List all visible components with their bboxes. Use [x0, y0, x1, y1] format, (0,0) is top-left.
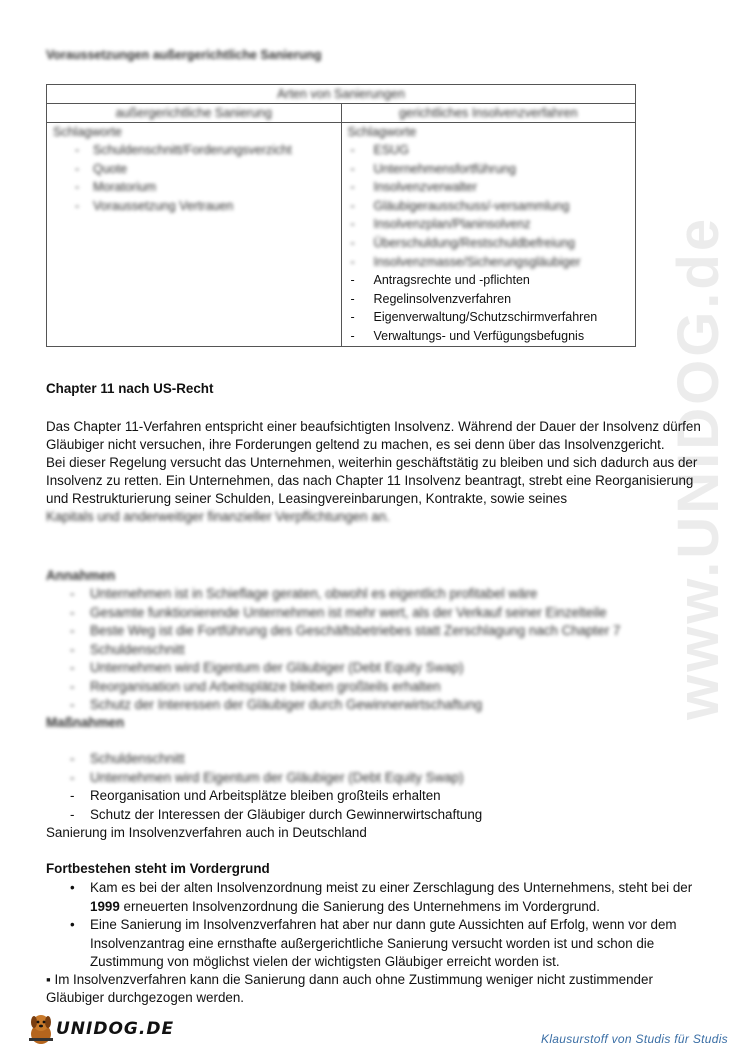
list-item: - Quote — [53, 160, 335, 179]
list-text: Kam es bei der alten Insolvenzordnung meist zu einer Zerschlagung des Unternehmens, steht bei der — [90, 880, 693, 895]
left-list — [53, 141, 335, 215]
chapter11-text — [46, 418, 706, 526]
list-item: - Unternehmen ist in Schieflage geraten, obwohl es eigentlich profitabel wäre — [46, 585, 706, 604]
list-item: - Beste Weg ist die Fortführung des Geschäftsbetriebes statt Zerschlagung nach Chapter 7 — [46, 622, 706, 641]
list-item: - Insolvenzplan/Planinsolvenz — [348, 215, 630, 234]
list-item: - Gesamte funktionierende Unternehmen ist mehr wert, als der Verkauf seiner Einzelteile — [46, 604, 706, 623]
list-item: - Schutz der Interessen der Gläubiger durch Gewinnerwirtschaftung — [46, 806, 706, 825]
list-item: - Insolvenzverwalter — [348, 178, 630, 197]
right-cell — [341, 123, 636, 347]
list-item — [46, 879, 706, 916]
right-list-blurred — [348, 141, 630, 271]
list-item: - Schuldenschnitt — [46, 750, 706, 769]
sanierung-line: Sanierung im Insolvenzverfahren auch in Deutschland — [46, 825, 367, 840]
massnahmen-list — [46, 750, 706, 824]
fortbestehen-note: ▪ Im Insolvenzverfahren kann die Sanierung dann auch ohne Zustimmung weniger nicht zustimmender Gläubiger durchgezogen werden. — [46, 972, 653, 1005]
list-item: - Unternehmen wird Eigentum der Gläubiger (Debt Equity Swap) — [46, 659, 706, 678]
paragraph: Das Chapter 11-Verfahren entspricht einer beaufsichtigten Insolvenz. Während der Dauer der Insolvenz dürfen Gläubiger nicht versuchen, ihre Forderungen geltend zu machen, es sei denn über das Insolvenzgericht. — [46, 419, 701, 452]
paragraph: Bei dieser Regelung versucht das Unternehmen, weiterhin geschäftstätig zu bleiben und sich dadurch aus der Insolvenz zu retten. Ein Unternehmen, das nach Chapter 11 Insolvenz beantragt, strebt eine Reorganisierung und Restrukturierung seiner Schulden, Leasingvereinbarungen, Kontrakte, sowie seines — [46, 455, 698, 506]
year-highlight: 1999 — [90, 898, 120, 914]
left-cell — [47, 123, 342, 347]
massnahmen-heading: Maßnahmen — [46, 715, 125, 730]
col-header-left: außergerichtliche Sanierung — [47, 104, 342, 123]
fortbestehen-list — [46, 879, 706, 972]
list-item: - ESUG — [348, 141, 630, 160]
list-item: - Eigenverwaltung/Schutzschirmverfahren — [348, 308, 630, 327]
sanierung-table — [46, 84, 636, 347]
list-item: - Regelinsolvenzverfahren — [348, 290, 630, 309]
list-item: - Verwaltungs- und Verfügungsbefugnis — [348, 327, 630, 346]
list-item: - Moratorium — [53, 178, 335, 197]
table-header: Arten von Sanierungen — [47, 85, 636, 104]
list-item: - Antragsrechte und -pflichten — [348, 271, 630, 290]
footer-slogan: Klausurstoff von Studis für Studis — [541, 1032, 728, 1046]
list-item: • Eine Sanierung im Insolvenzverfahren hat aber nur dann gute Aussichten auf Erfolg, wenn vor dem Insolvenzantrag eine ernsthafte außergerichtliche Sanierung versucht worden ist und schon die Zustimmung von möglichst vielen der wichtigsten Gläubiger erreicht worden ist. — [46, 916, 706, 972]
dog-icon — [26, 1012, 56, 1046]
chapter11-heading: Chapter 11 nach US-Recht — [46, 381, 214, 396]
list-item: - Reorganisation und Arbeitsplätze bleiben großteils erhalten — [46, 787, 706, 806]
col-header-right: gerichtliches Insolvenzverfahren — [341, 104, 636, 123]
list-item: - Insolvenzmasse/Sicherungsgläubiger — [348, 253, 630, 272]
list-item: - Schuldenschnitt — [46, 641, 706, 660]
section-heading: Voraussetzungen außergerichtliche Sanierung — [46, 48, 322, 62]
paragraph: Kapitals und anderweitiger finanzieller Verpflichtungen an. — [46, 509, 390, 524]
logo-text: UNIDOG.DE — [56, 1019, 175, 1039]
list-text: erneuerten Insolvenzordnung die Sanierung des Unternehmens im Vordergrund. — [119, 898, 600, 914]
list-item: - Voraussetzung Vertrauen — [53, 197, 335, 216]
watermark: www.UNIDOG.de — [666, 215, 731, 720]
unidog-logo — [26, 1012, 174, 1046]
list-item: - Gläubigerausschuss/-versammlung — [348, 197, 630, 216]
right-list — [348, 271, 630, 345]
fortbestehen-heading: Fortbestehen steht im Vordergrund — [46, 861, 270, 876]
annahmen-heading: Annahmen — [46, 568, 116, 583]
left-label: Schlagworte — [53, 125, 122, 139]
list-item: - Reorganisation und Arbeitsplätze bleiben großteils erhalten — [46, 678, 706, 697]
list-item: - Unternehmen wird Eigentum der Gläubiger (Debt Equity Swap) — [46, 769, 706, 788]
annahmen-list — [46, 585, 706, 715]
list-item: - Schutz der Interessen der Gläubiger durch Gewinnerwirtschaftung — [46, 696, 706, 715]
list-item: - Überschuldung/Restschuldbefreiung — [348, 234, 630, 253]
list-item: - Schuldenschnitt/Forderungsverzicht — [53, 141, 335, 160]
list-item: - Unternehmensfortführung — [348, 160, 630, 179]
right-label: Schlagworte — [347, 125, 417, 139]
